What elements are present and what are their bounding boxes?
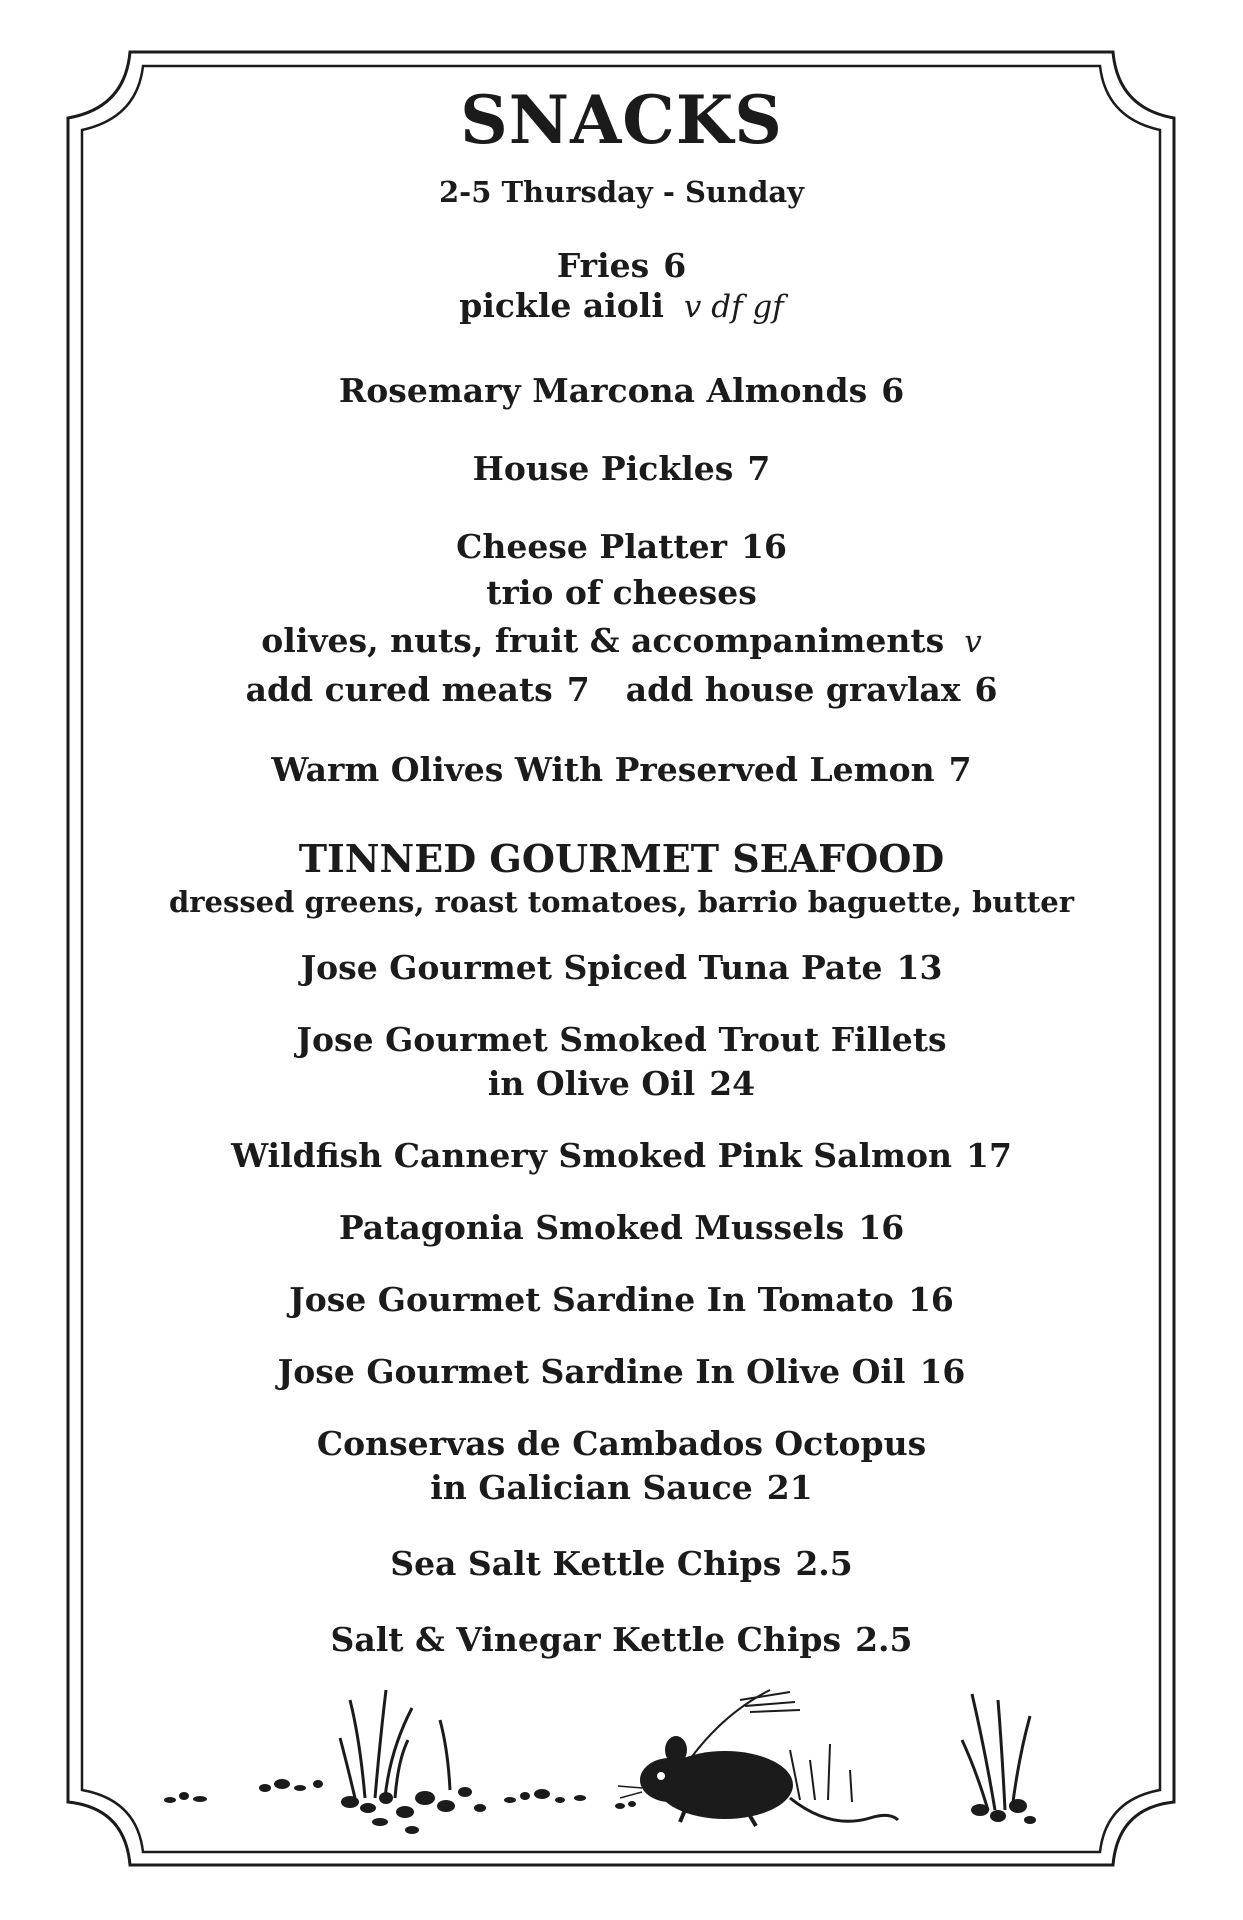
item-title <box>100 369 1143 413</box>
menu-item-seafood <box>100 1350 1143 1394</box>
menu-item-seafood <box>100 1422 1143 1510</box>
item-price: 6 <box>881 371 905 410</box>
addon-price: 7 <box>566 670 590 709</box>
dietary-tags: v <box>964 624 982 660</box>
item-title <box>100 1134 1143 1178</box>
section-subtitle: dressed greens, roast tomatoes, barrio baguette, butter <box>169 885 1074 919</box>
item-price: 2.5 <box>795 1544 853 1583</box>
menu-item-chips <box>100 1542 1143 1586</box>
item-price: 7 <box>948 750 972 789</box>
item-title <box>100 1206 1143 1250</box>
item-price: 17 <box>965 1136 1012 1175</box>
item-name: Wildfish Cannery Smoked Pink Salmon <box>231 1136 952 1175</box>
item-name: House Pickles <box>472 449 734 488</box>
item-title-line2 <box>100 1466 1143 1510</box>
item-title <box>100 1278 1143 1322</box>
item-name: Conservas de Cambados Octopus <box>316 1424 927 1463</box>
item-title <box>100 748 1143 792</box>
ground-pebbles <box>164 1779 1036 1834</box>
item-price: 16 <box>919 1352 966 1391</box>
menu-item-seafood <box>100 1278 1143 1322</box>
item-name: Jose Gourmet Smoked Trout Fillets <box>296 1020 947 1059</box>
field-mouse-illustration <box>150 1680 1100 1850</box>
item-name: Salt & Vinegar Kettle Chips <box>330 1620 842 1659</box>
item-name: Jose Gourmet Sardine In Tomato <box>289 1280 894 1319</box>
item-name: Warm Olives With Preserved Lemon <box>271 750 935 789</box>
item-title <box>100 244 1143 288</box>
item-price: 2.5 <box>855 1620 913 1659</box>
item-title <box>100 946 1143 990</box>
item-description <box>100 288 1143 325</box>
item-price: 16 <box>907 1280 954 1319</box>
item-name: Jose Gourmet Sardine In Olive Oil <box>277 1352 906 1391</box>
item-price: 21 <box>766 1468 813 1507</box>
item-name: Rosemary Marcona Almonds <box>338 371 868 410</box>
item-name: Patagonia Smoked Mussels <box>338 1208 845 1247</box>
snacks-menu <box>100 80 1143 1662</box>
item-price: 16 <box>740 527 787 566</box>
item-addons <box>100 666 1143 714</box>
item-name-cont: in Galician Sauce <box>430 1468 753 1507</box>
item-name: Cheese Platter <box>456 527 727 566</box>
addon-gravlax <box>626 670 998 709</box>
item-price: 24 <box>709 1064 756 1103</box>
item-name: Jose Gourmet Spiced Tuna Pate <box>300 948 883 987</box>
item-name: Sea Salt Kettle Chips <box>390 1544 782 1583</box>
addon-price: 6 <box>974 670 998 709</box>
section-title: TINNED GOURMET SEAFOOD <box>298 836 945 881</box>
item-description <box>100 617 1143 666</box>
description-text: olives, nuts, fruit & accompaniments <box>261 621 945 660</box>
dietary-tags: v df gf <box>683 289 784 325</box>
item-title-line2 <box>100 1062 1143 1106</box>
item-title <box>100 1618 1143 1662</box>
menu-title: SNACKS <box>460 81 783 159</box>
addon-name: add house gravlax <box>625 670 961 709</box>
item-title <box>100 525 1143 569</box>
description-text: pickle aioli <box>459 286 664 325</box>
mouse-icon <box>618 1736 898 1826</box>
menu-hours: 2-5 Thursday - Sunday <box>438 175 805 209</box>
menu-item-almonds <box>100 369 1143 413</box>
item-description: trio of cheeses <box>486 573 757 612</box>
menu-item-fries <box>100 244 1143 325</box>
item-price: 13 <box>896 948 943 987</box>
item-price: 6 <box>663 246 687 285</box>
addon-cured-meats <box>246 670 590 709</box>
item-price: 7 <box>747 449 771 488</box>
menu-item-seafood <box>100 1206 1143 1250</box>
item-name-cont: in Olive Oil <box>487 1064 696 1103</box>
item-name: Fries <box>556 246 650 285</box>
addon-name: add cured meats <box>245 670 553 709</box>
menu-item-warm-olives <box>100 748 1143 792</box>
item-price: 16 <box>858 1208 905 1247</box>
menu-item-pickles <box>100 447 1143 491</box>
item-title <box>100 1542 1143 1586</box>
menu-item-seafood <box>100 1018 1143 1106</box>
item-title <box>100 447 1143 491</box>
item-title <box>100 1350 1143 1394</box>
menu-item-seafood <box>100 1134 1143 1178</box>
menu-item-cheese-platter <box>100 525 1143 714</box>
menu-item-chips <box>100 1618 1143 1662</box>
section-tinned-seafood <box>100 836 1143 1662</box>
menu-item-seafood <box>100 946 1143 990</box>
